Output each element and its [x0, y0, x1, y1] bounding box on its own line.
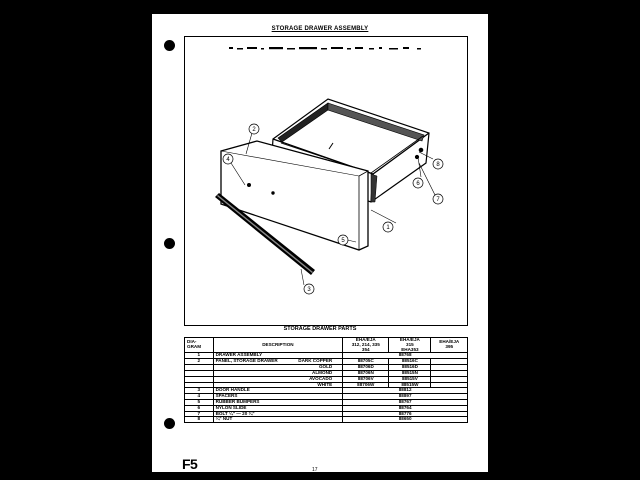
header-description: DESCRIPTION [213, 338, 343, 353]
finish-text [332, 394, 340, 399]
finish-text: GOLD [318, 364, 333, 370]
description-text: DOOR HANDLE [215, 387, 250, 393]
description-text: PANEL, STORAGE DRAWER [215, 358, 278, 364]
cell-diagram: 2 [185, 359, 214, 365]
cell-model-col-2: 88515N [389, 370, 431, 376]
description-text: RUBBER BUMPERS [215, 398, 260, 404]
callout-7: 7 [436, 197, 440, 204]
description-text: DRAWER ASSEMBLY [215, 352, 263, 358]
cell-diagram: 1 [185, 353, 214, 359]
cell-model-col-1: 88897 [343, 394, 468, 400]
page-number: 17 [312, 467, 318, 473]
callout-3: 3 [307, 287, 311, 294]
exploded-diagram [184, 36, 468, 326]
cell-model-col-1: 88706V [343, 376, 389, 382]
cell-description [213, 417, 343, 423]
finish-text [332, 412, 340, 417]
header-model-col-2: EHA/EJA 315 EHA353 [389, 338, 431, 353]
description-text: SPACERS [215, 393, 238, 399]
cell-model-col-1: 88764 [343, 405, 468, 411]
finish-text: DARK COPPER [298, 358, 333, 364]
callout-4: 4 [226, 157, 230, 164]
cell-model-col-1: 88705C [343, 359, 389, 365]
callout-8: 8 [436, 162, 440, 169]
cell-model-col-1: 88650 [343, 417, 468, 423]
cell-model-col-2: 88515W [389, 382, 431, 388]
cell-model-col-1: 88776 [343, 411, 468, 417]
cell-diagram: 7 [185, 411, 214, 417]
finish-text: WHITE [317, 381, 333, 387]
finish-text [332, 400, 340, 405]
cell-model-col-1: 88767 [343, 399, 468, 405]
description-text: BOLT ¼" — 20 ¾" [215, 410, 255, 416]
cell-model-col-1: 88768 [343, 353, 468, 359]
binder-hole-top [164, 40, 175, 51]
cell-model-col-1: 88812 [343, 388, 468, 394]
finish-text [332, 353, 340, 358]
page-title: STORAGE DRAWER ASSEMBLY [271, 26, 369, 32]
finish-text: AVOCADO [309, 375, 333, 381]
callout-1: 1 [386, 225, 390, 232]
header-model-col-3: EHA/EJA 395 [431, 338, 468, 353]
scan-noise-strip [229, 47, 421, 50]
callout-6: 6 [416, 181, 420, 188]
cell-model-col-2: 88516D [389, 365, 431, 371]
callout-2: 2 [252, 127, 256, 134]
section-code: F5 [182, 456, 198, 472]
binder-hole-middle [164, 238, 175, 249]
cell-diagram: 8 [185, 417, 214, 423]
description-text: ¼" NUT [215, 416, 233, 422]
parts-table-header [185, 338, 468, 353]
cell-diagram: 3 [185, 388, 214, 394]
parts-table-body [185, 353, 468, 423]
parts-table-title: STORAGE DRAWER PARTS [283, 326, 357, 332]
finish-text: ALMOND [312, 369, 333, 375]
parts-table [184, 337, 468, 423]
drawer-drawing [185, 37, 466, 324]
cell-diagram: 5 [185, 399, 214, 405]
table-row [185, 417, 468, 423]
cell-model-col-2: 88515V [389, 376, 431, 382]
finish-text [332, 406, 340, 411]
finish-text [332, 417, 340, 422]
cell-model-col-2: 88516C [389, 359, 431, 365]
cell-model-col-1: 88706N [343, 370, 389, 376]
header-model-col-1: EHA/EJA 312, 214, 335 354 [343, 338, 389, 353]
binder-hole-bottom [164, 418, 175, 429]
cell-diagram: 4 [185, 394, 214, 400]
cell-diagram: 6 [185, 405, 214, 411]
callout-5: 5 [341, 238, 345, 245]
header-diagram: DIA- GRAM [185, 338, 214, 353]
finish-text [332, 388, 340, 393]
catalog-page [152, 14, 488, 472]
description-text: NYLON SLIDE [215, 404, 247, 410]
cell-model-col-1: 88706D [343, 365, 389, 371]
cell-model-col-1: 88706W [343, 382, 389, 388]
